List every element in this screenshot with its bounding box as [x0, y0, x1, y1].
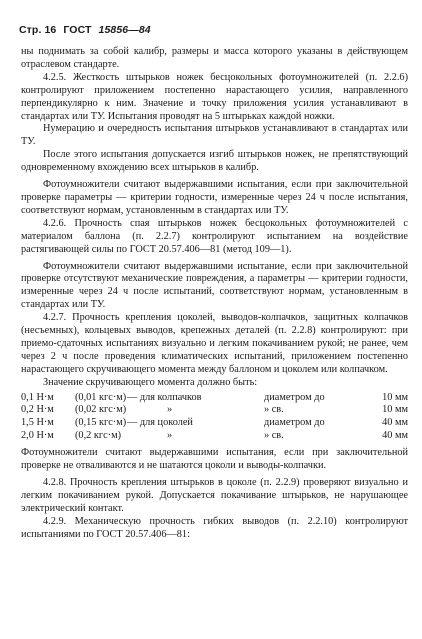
document-body — [21, 46, 408, 541]
torque-condition: » св. — [264, 430, 284, 442]
torque-diameter: 10 мм — [382, 391, 408, 403]
paragraph-4-2-8: 4.2.8. Прочность крепления штырьков в цоколе (п. 2.2.9) проверяют визуально и легким покачиванием рукой. Допускается покачивание штырьков, не нарушающее электрический контакт. — [21, 476, 408, 514]
torque-kgs: (0,2 кгс·м) — [75, 430, 122, 442]
page-number: Стр. 16 — [19, 24, 57, 36]
torque-diameter: 40 мм — [382, 430, 408, 442]
torque-nm: 2,0 Н·м — [21, 430, 54, 442]
page-header — [19, 24, 155, 37]
paragraph-after-test: После этого испытания допускается изгиб штырьков ножек, не препятствующий одновременному вхождению всех штырьков в калибр. — [21, 149, 408, 174]
paragraph-4-2-9: 4.2.9. Механическую прочность гибких выводов (п. 2.2.10) контролируют испытаниями по ГОСТ 20.57.406—81: — [21, 515, 408, 540]
torque-target: » — [167, 404, 173, 416]
torque-nm: 0,1 Н·м — [21, 391, 54, 403]
paragraph-continuation: ны поднимать за собой калибр, размеры и масса которого указаны в действующем отраслевом стандарте. — [21, 46, 408, 70]
paragraph-4-2-7: 4.2.7. Прочность крепления цоколей, выводов-колпачков, защитных колпачков (несъемных), кольцевых выводов, крепежных деталей (п. 2.2.8) контролируют: при приемо-сдаточных испытаниях визуально и легким покачиванием рукой; не ранее, чем через 2 ч после проведения климатических испытаний, приложением постепенно нарастающего скручивающего момента между баллоном и цоколем или колпачком. — [21, 312, 408, 375]
torque-row — [21, 417, 408, 430]
paragraph-pass-criteria-2: Фотоумножители считают выдержавшими испытание, если при заключительной проверке отсутствуют механические повреждения, а параметры — критерии годности, измеренные через 24 ч после испытаний, соответствуют нормам, установленным в стандартах или ТУ. — [21, 260, 408, 311]
paragraph-pass-criteria-3: Фотоумножители считают выдержавшими испытания, если при заключительной проверке не отваливаются и не шатаются цоколи и выводы-колпачки. — [21, 447, 408, 472]
torque-nm: 1,5 Н·м — [21, 417, 54, 429]
torque-kgs: (0,15 кгс·м) — [75, 417, 127, 429]
gost-label: ГОСТ — [63, 24, 92, 36]
torque-diameter: 40 мм — [382, 417, 408, 429]
torque-kgs: (0,02 кгс·м) — [75, 404, 127, 416]
paragraph-numbering: Нумерацию и очередность испытания штырьков устанавливают в стандартах или ТУ. — [21, 123, 408, 148]
paragraph-4-2-6: 4.2.6. Прочность спая штырьков ножек бесцокольных фотоумножителей с материалом баллона (п. 2.2.7) контролируют испытанием на воздействие растягивающей силы по ГОСТ 20.57.406—81 (метод 109—1). — [21, 217, 408, 255]
paragraph-pass-criteria-1: Фотоумножители считают выдержавшими испытания, если при заключительной проверке параметры — критерии годности, измеренные через 24 ч после испытания, соответствуют нормам, установленным в стандартах или ТУ. — [21, 179, 408, 216]
torque-kgs: (0,01 кгс·м) — [75, 391, 127, 403]
torque-condition: диаметром до — [264, 391, 325, 403]
paragraph-torque-intro: Значение скручивающего момента должно быть: — [43, 376, 258, 388]
torque-nm: 0,2 Н·м — [21, 404, 54, 416]
torque-condition: диаметром до — [264, 417, 325, 429]
torque-row — [21, 404, 408, 417]
standard-number: 15856—84 — [98, 24, 151, 36]
torque-diameter: 10 мм — [382, 404, 408, 416]
torque-target: — для колпачков — [127, 391, 202, 403]
torque-target: » — [167, 430, 173, 442]
torque-condition: » св. — [264, 404, 284, 416]
torque-row — [21, 392, 408, 405]
paragraph-4-2-5: 4.2.5. Жесткость штырьков ножек бесцокольных фотоумножителей (п. 2.2.6) контролируют приложением постепенно нарастающего усилия, направленного перпендикулярно к ним. Значение и точку приложения усилия устанавливают в стандартах или ТУ. Испытания проводят на 5 штырьках каждой ножки. — [21, 71, 408, 122]
torque-table — [21, 392, 408, 444]
torque-row — [21, 430, 408, 443]
torque-target: — для цоколей — [127, 417, 193, 429]
